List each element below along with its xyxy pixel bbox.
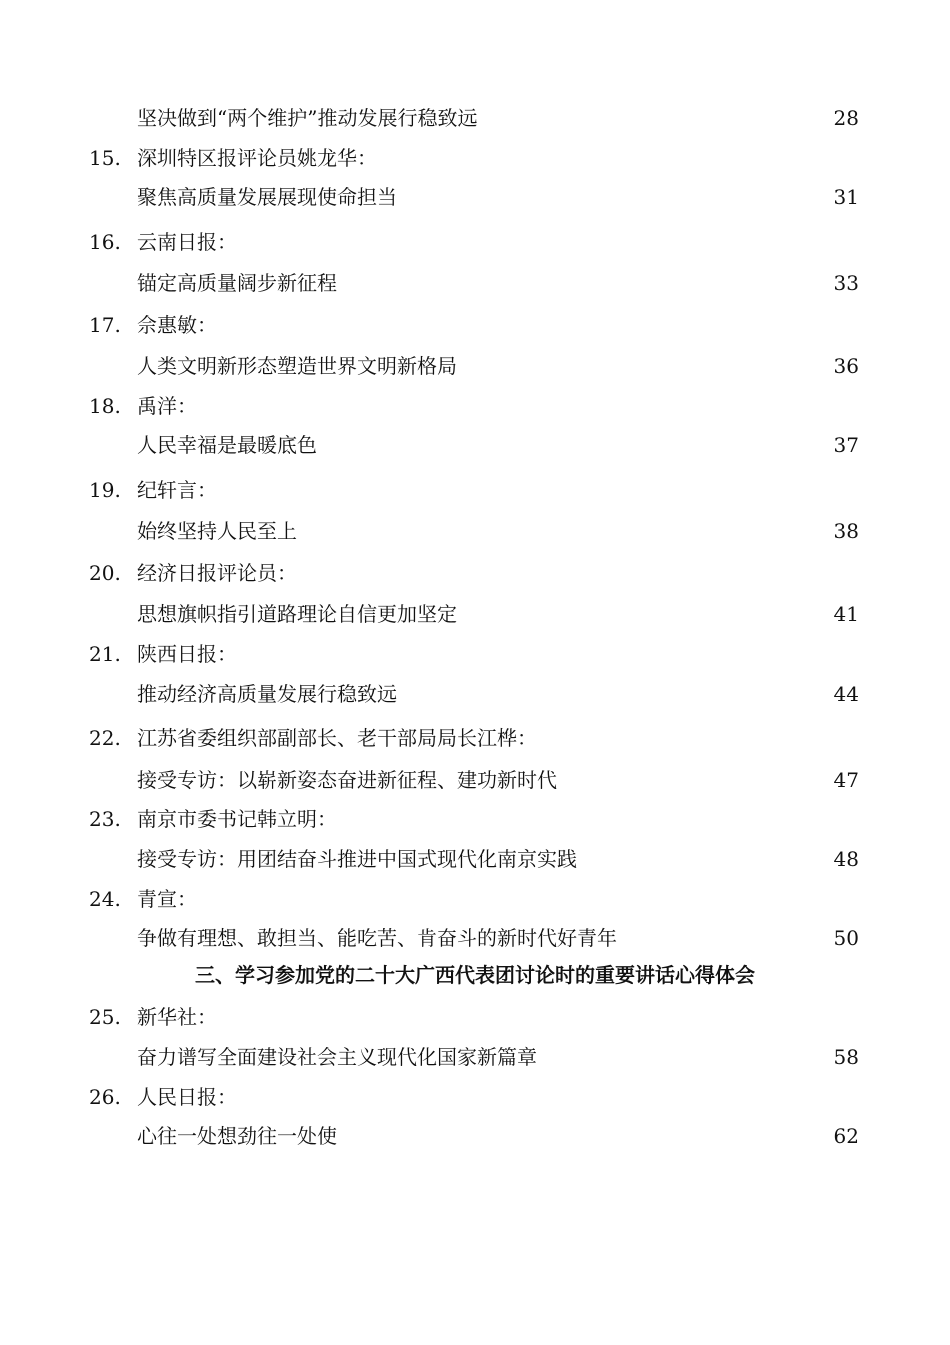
toc-page-number: 36 [833, 354, 859, 378]
toc-entry-number: 22. [89, 726, 121, 750]
toc-continuation-line [0, 103, 950, 133]
toc-entry-22-author-line [0, 723, 950, 753]
toc-page-number: 38 [833, 519, 859, 543]
toc-entry-15-title-line [0, 182, 950, 212]
toc-page-number: 50 [833, 926, 859, 950]
toc-entry-25-author-line [0, 1002, 950, 1032]
toc-entry-18-title-line [0, 430, 950, 460]
toc-entry-author: 南京市委书记韩立明： [137, 807, 337, 831]
toc-entry-19-title-line [0, 516, 950, 546]
toc-page-number: 28 [833, 106, 859, 130]
toc-entry-15-author-line [0, 143, 950, 173]
toc-entry-24-title-line [0, 923, 950, 953]
toc-entry-number: 23. [89, 807, 121, 831]
toc-page-number: 31 [833, 185, 859, 209]
toc-page-number: 37 [833, 433, 859, 457]
toc-page-number: 58 [833, 1045, 859, 1069]
toc-entry-16-title-line [0, 268, 950, 298]
toc-entry-author: 深圳特区报评论员姚龙华： [137, 146, 377, 170]
toc-entry-26-title-line [0, 1121, 950, 1151]
toc-entry-author: 经济日报评论员： [137, 561, 297, 585]
toc-entry-number: 25. [89, 1005, 121, 1029]
toc-entry-title: 心往一处想劲往一处使 [137, 1124, 337, 1148]
toc-entry-21-title-line [0, 679, 950, 709]
toc-entry-25-title-line [0, 1042, 950, 1072]
toc-entry-title: 接受专访：用团结奋斗推进中国式现代化南京实践 [137, 847, 577, 871]
toc-entry-number: 20. [89, 561, 121, 585]
toc-entry-title: 思想旗帜指引道路理论自信更加坚定 [137, 602, 457, 626]
toc-entry-title: 接受专访：以崭新姿态奋进新征程、建功新时代 [137, 768, 557, 792]
toc-page-number: 48 [833, 847, 859, 871]
toc-entry-title: 人民幸福是最暖底色 [137, 433, 317, 457]
toc-entry-16-author-line [0, 227, 950, 257]
toc-entry-number: 26. [89, 1085, 121, 1109]
toc-entry-20-title-line [0, 599, 950, 629]
toc-entry-author: 佘惠敏： [137, 313, 217, 337]
toc-entry-author: 禹洋： [137, 394, 197, 418]
toc-entry-number: 21. [89, 642, 121, 666]
toc-entry-title: 推动经济高质量发展行稳致远 [137, 682, 397, 706]
toc-entry-number: 17. [89, 313, 121, 337]
toc-entry-22-title-line [0, 765, 950, 795]
toc-entry-author: 青宣： [137, 887, 197, 911]
toc-entry-title: 锚定高质量阔步新征程 [137, 271, 337, 295]
toc-entry-title: 奋力谱写全面建设社会主义现代化国家新篇章 [137, 1045, 537, 1069]
toc-entry-24-author-line [0, 884, 950, 914]
toc-section-heading: 三、学习参加党的二十大广西代表团讨论时的重要讲话心得体会 [195, 963, 755, 987]
toc-entry-18-author-line [0, 391, 950, 421]
toc-page-number: 41 [833, 602, 859, 626]
toc-entry-number: 16. [89, 230, 121, 254]
toc-entry-title: 人类文明新形态塑造世界文明新格局 [137, 354, 457, 378]
toc-entry-20-author-line [0, 558, 950, 588]
toc-entry-author: 人民日报： [137, 1085, 237, 1109]
toc-page-number: 33 [833, 271, 859, 295]
toc-entry-author: 江苏省委组织部副部长、老干部局局长江桦： [137, 726, 537, 750]
toc-entry-17-author-line [0, 310, 950, 340]
toc-entry-number: 15. [89, 146, 121, 170]
toc-page-number: 62 [833, 1124, 859, 1148]
toc-entry-21-author-line [0, 639, 950, 669]
toc-entry-23-author-line [0, 804, 950, 834]
toc-entry-title: 聚焦高质量发展展现使命担当 [137, 185, 397, 209]
toc-entry-author: 纪轩言： [137, 478, 217, 502]
toc-entry-title: 始终坚持人民至上 [137, 519, 297, 543]
toc-entry-number: 24. [89, 887, 121, 911]
toc-page-number: 44 [833, 682, 859, 706]
toc-entry-title: 坚决做到“两个维护”推动发展行稳致远 [137, 106, 478, 130]
toc-entry-author: 陕西日报： [137, 642, 237, 666]
toc-entry-number: 18. [89, 394, 121, 418]
toc-entry-23-title-line [0, 844, 950, 874]
toc-page-number: 47 [833, 768, 859, 792]
toc-entry-author: 云南日报： [137, 230, 237, 254]
toc-entry-author: 新华社： [137, 1005, 217, 1029]
toc-entry-17-title-line [0, 351, 950, 381]
toc-entry-26-author-line [0, 1082, 950, 1112]
toc-entry-number: 19. [89, 478, 121, 502]
toc-entry-title: 争做有理想、敢担当、能吃苦、肯奋斗的新时代好青年 [137, 926, 617, 950]
toc-entry-19-author-line [0, 475, 950, 505]
